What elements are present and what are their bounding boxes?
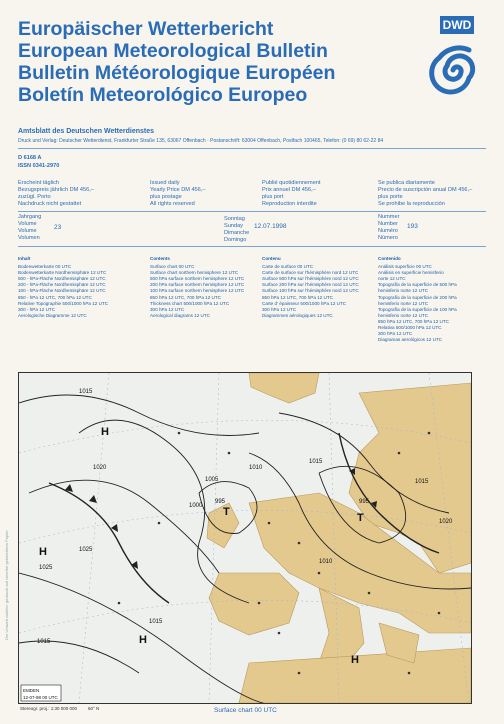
isobar-label: 1015 [37,639,51,645]
dwd-logo-text: DWD [440,16,474,34]
isobar-label: 1015 [79,389,93,395]
high-pressure-center: H [351,654,359,666]
issn: ISSN 0341-2970 [18,163,60,169]
number-labels: Nummer Number Numéro Número [378,214,400,241]
title-spanish: Boletín Meteorológico Europeo [18,84,308,106]
low-pressure-center: T [357,512,364,524]
contents-german: Inhalt Bodenwetterkarte 00 UTC Bodenwetterkarte Nordhemisphäre 12 UTC 500 - hPa-Fläche Nordhemisphäre 12 UTC 200 - hPa-Fläche Nordhemisphäre 12 UTC 100 - hPa-Fläche Nordhemisphäre 12 UTC 850 - hPa 12 UTC, 700 hPa 12 UTC Relative Topographie 500/1000 hPa 12 UTC 300 - hPa 12 UTC Aerologische Diagramme 12 UTC [18,256,109,318]
dwd-logo [418,16,496,108]
map-caption: Surface chart 00 UTC [214,707,277,714]
isobar-label: 1020 [93,465,107,471]
publisher-line: Druck und Verlag: Deutscher Wetterdienst, Frankfurter Straße 135, 63067 Offenbach · Postanschrift: 63004 Offenbach, Postfach 100465, Telefon: (0 69) 80 62-22 84 [18,138,384,144]
info-column-german: Erscheint täglich Bezugspreis jährlich DM 456,– zuzügl. Porto Nachdruck nicht gestattet [18,180,94,207]
isobar-label: 1000 [189,503,203,509]
contents-english: Contents Surface chart 00 UTC Surface chart northern hemisphere 12 UTC 500 hPa surface northern hemisphere 12 UTC 200 hPa surface northern hemisphere 12 UTC 100 hPa surface northern hemisphere 12 UTC 850 hPa 12 UTC, 700 hPa 12 UTC Thickness chart 500/1000 hPa 12 UTC 300 hPa 12 UTC Aerological diagrams 12 UTC [150,256,245,318]
high-pressure-center: H [101,426,109,438]
isobar-label: 1015 [149,619,163,625]
title-french: Bulletin Météorologique Européen [18,62,336,84]
low-pressure-center: T [223,506,230,518]
divider [18,148,486,149]
isobar-label: 1010 [319,559,333,565]
isobar-label: 1025 [79,547,93,553]
volume-value: 23 [54,224,62,231]
info-column-english: Issued daily Yearly Price DM 456,– plus postage All rights reserved [150,180,206,207]
isobar-label: 995 [359,499,370,505]
title-english: European Meteorological Bulletin [18,40,328,62]
weather-map-svg [19,373,471,703]
info-column-spanish: Se publica diariamente Precio de suscripción anual DM 456,– plus porte Se prohibe la reproducción [378,180,473,207]
map-scale: Stereogr. proj.: 1:30 000 000 [20,706,78,711]
map-legend-date: 12-07-98 00 UTC [23,695,58,700]
isobar-label: 995 [215,499,226,505]
info-column-french: Publié quotidiennement Prix annuel DM 456,– plus port Reproduction interdite [262,180,321,207]
isobar-label: 1015 [309,459,323,465]
environment-note: Der Umwelt zuliebe: gedruckt auf chlorfrei gebleichtem Papier. [4,529,9,640]
surface-weather-map [18,372,472,704]
divider [18,246,486,247]
isobar-label: 1025 [39,565,53,571]
isobar-label: 1005 [205,477,219,483]
map-legend-station: EMDEN [23,688,40,693]
high-pressure-center: H [39,546,47,558]
isobar-label: 1020 [439,519,453,525]
contents-spanish: Contenido Análisis superficie 00 UTC Análisis en superficie hemisferio norte 12 UTC Topografía de la superficie de 500 hPa hemisferio norte 12 UTC Topografía de la superficie de 200 hPa hemisferio norte 12 UTC Topografía de la superficie de 100 hPa hemisferio norte 12 UTC 850 hPa 12 UTC, 700 hPa 12 UTC Relativa 500/1000 hPa 12 UTC 300 hPa 12 UTC Diagramas aerológicos 12 UTC [378,256,457,343]
divider [18,211,486,212]
issuer-name: Amtsblatt des Deutschen Wetterdienstes [18,128,155,135]
spiral-icon [418,34,496,106]
contents-french: Contenu Carte de surface 00 UTC Carte de surface sur l'hémisphère nord 12 UTC Surface 500 hPa sur l'hémisphère nord 12 UTC Surface 200 hPa sur l'hémisphère nord 12 UTC Surface 100 hPa sur l'hémisphère nord 12 UTC 850 hPa 12 UTC, 700 hPa 12 UTC Carte d' épaisseur 500/1000 hPa 12 UTC 300 hPa 12 UTC Diagrammes aérologiques 12 UTC [262,256,359,318]
title-german: Europäischer Wetterbericht [18,18,274,40]
high-pressure-center: H [139,634,147,646]
number-value: 193 [407,223,418,230]
day-labels: Sonntag Sunday Dimanche Domingo [224,216,250,243]
publication-code: D 6168 A [18,155,42,161]
map-latitude: 60° N [88,706,100,711]
isobar-label: 1015 [415,479,429,485]
volume-labels: Jahrgang Volume Volume Volumen [18,214,42,241]
date-value: 12.07.1998 [254,223,287,230]
isobar-label: 1010 [249,465,263,471]
